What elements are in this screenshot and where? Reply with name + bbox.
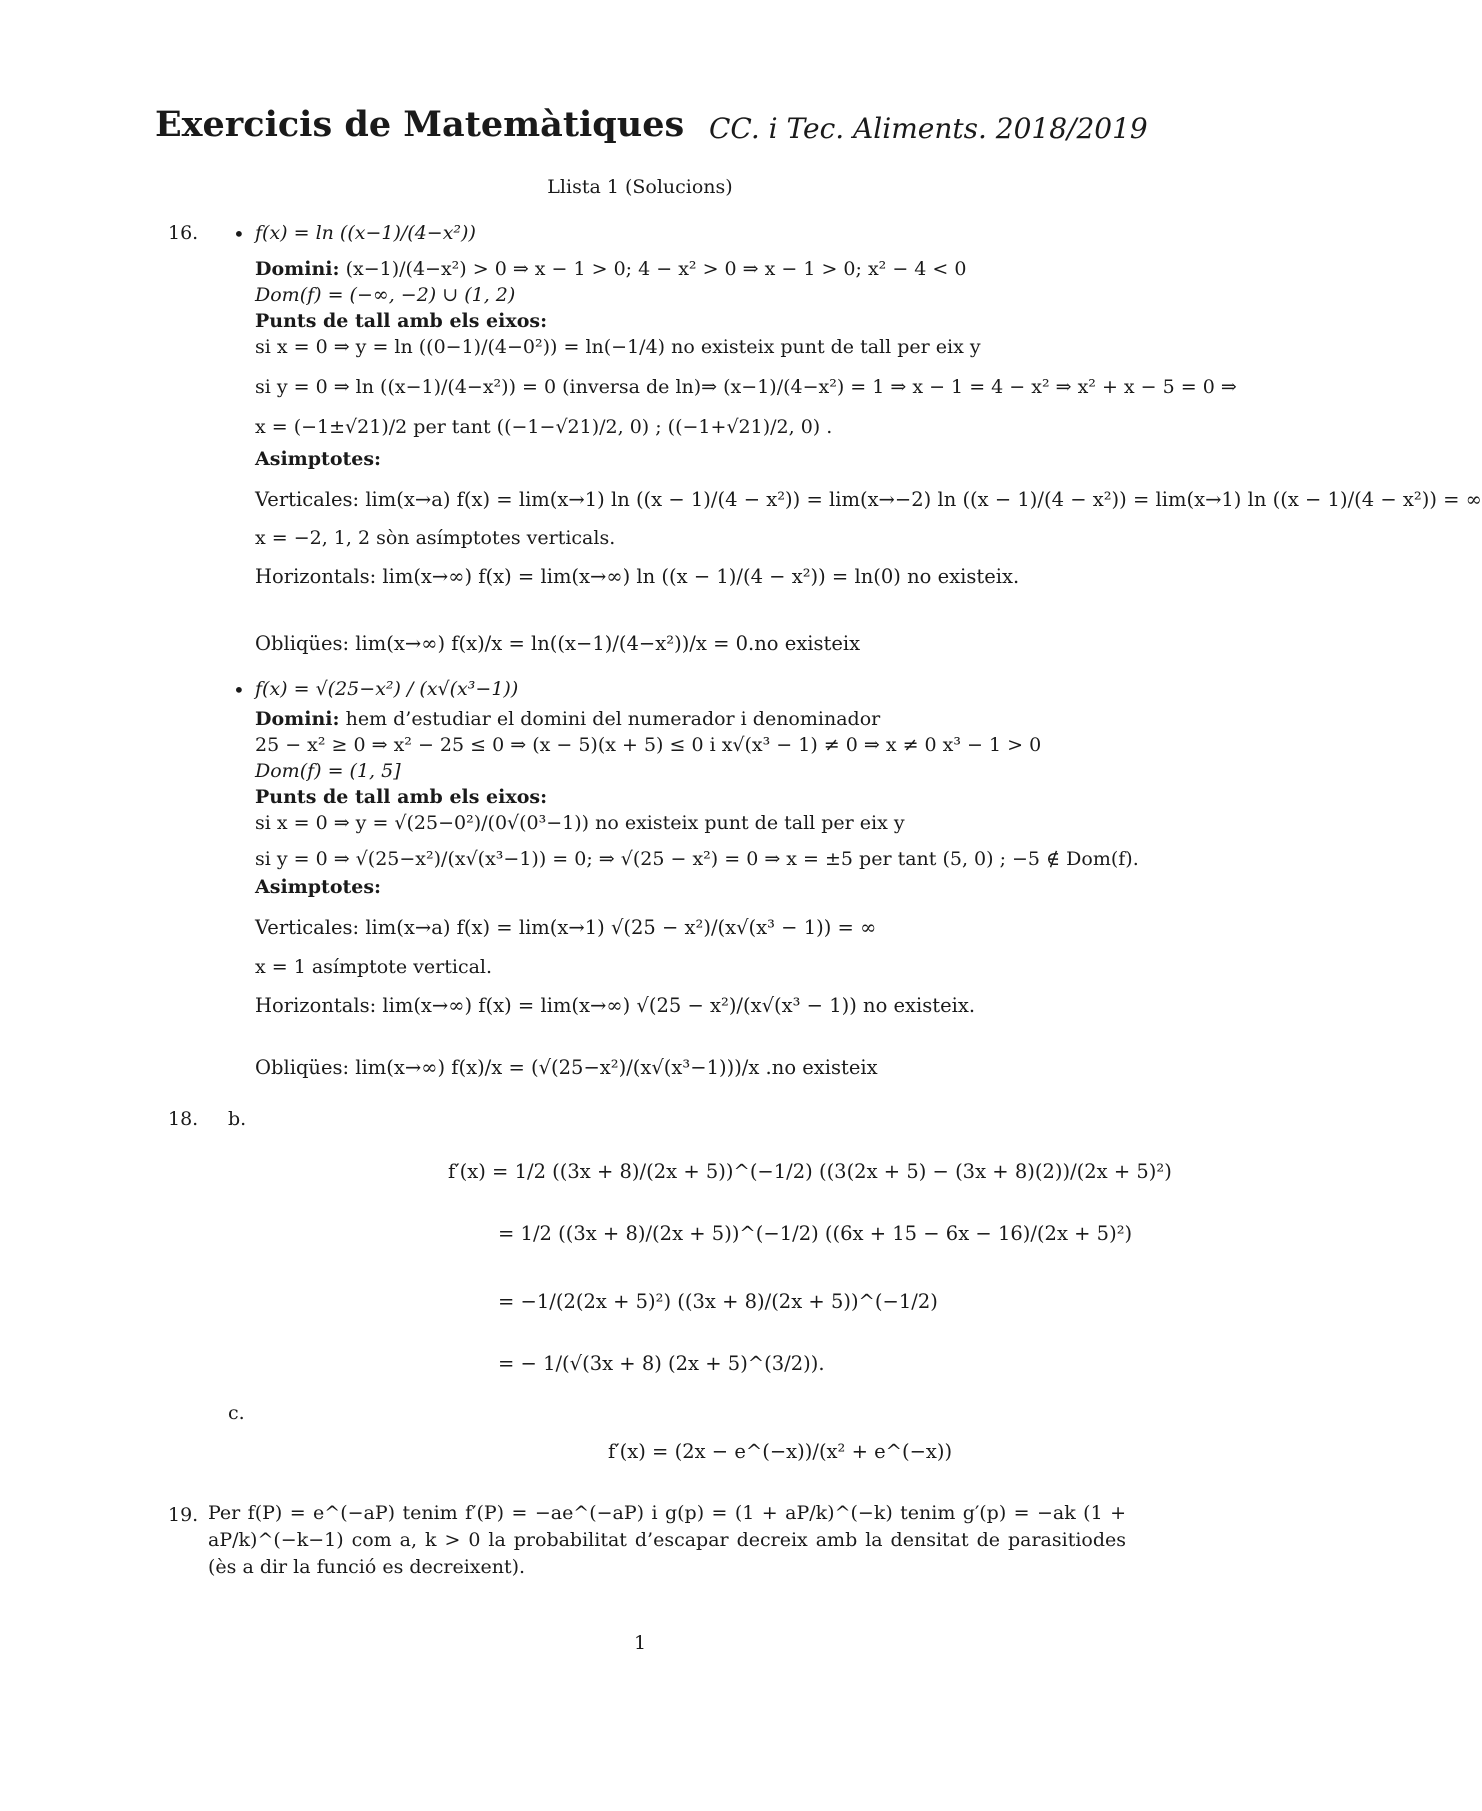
function-1: f(x) = ln ((x−1)/(4−x²)) (255, 222, 476, 244)
exercise-number-18: 18. (168, 1108, 199, 1130)
asim-2-label: Asimptotes: (255, 876, 382, 898)
part-b-label: b. (228, 1108, 247, 1130)
domini-2-line (255, 708, 880, 730)
domini-2-text: hem d’estudiar el domini del numerador i denominador (345, 708, 881, 730)
verticals-2: Verticales: lim(x→a) f(x) = lim(x→1) √(25 − x²)/(x√(x³ − 1)) = ∞ (255, 916, 877, 939)
dom-1: Dom(f) = (−∞, −2) ∪ (1, 2) (255, 284, 516, 306)
derivative-b-line-1: f′(x) = 1/2 ((3x + 8)/(2x + 5))^(−1/2) ((3(2x + 5) − (3x + 8)(2))/(2x + 5)²) (448, 1160, 1172, 1183)
function-2: f(x) = √(25−x²) / (x√(x³−1)) (255, 678, 519, 700)
tall-2-line-1: si x = 0 ⇒ y = √(25−0²)/(0√(0³−1)) no existeix punt de tall per eix y (255, 812, 905, 834)
obliques-2: Obliqües: lim(x→∞) f(x)/x = (√(25−x²)/(x√(x³−1)))/x .no existeix (255, 1056, 878, 1079)
tall-1-line-1: si x = 0 ⇒ y = ln ((0−1)/(4−0²)) = ln(−1/4) no existeix punt de tall per eix y (255, 336, 981, 358)
domini-1-text: (x−1)/(4−x²) > 0 ⇒ x − 1 > 0; 4 − x² > 0 ⇒ x − 1 > 0; x² − 4 < 0 (345, 258, 967, 280)
tall-1-label: Punts de tall amb els eixos: (255, 310, 548, 332)
derivative-c: f′(x) = (2x − e^(−x))/(x² + e^(−x)) (608, 1440, 953, 1463)
bullet-2: • (233, 678, 245, 702)
course-label: CC. i Tec. Aliments. 2018/2019 (709, 112, 1148, 145)
page-number: 1 (633, 1632, 647, 1654)
bullet-1: • (233, 222, 245, 246)
exercise-19-text: Per f(P) = e^(−aP) tenim f′(P) = −ae^(−aP) i g(p) = (1 + aP/k)^(−k) tenim g′(p) = −ak (1 + aP/k)^(−k−1) com a, k > 0 la probabilitat d’escapar decreix amb la densitat de parasitiodes (ès a dir la funció es decreixent). (208, 1502, 1126, 1578)
verticals-2-note: x = 1 asímptote vertical. (255, 956, 493, 978)
verticals-1-note: x = −2, 1, 2 sòn asímptotes verticals. (255, 527, 616, 549)
derivative-b-line-4: = − 1/(√(3x + 8) (2x + 5)^(3/2)). (498, 1352, 825, 1375)
part-c-label: c. (228, 1402, 245, 1424)
derivative-b-line-3: = −1/(2(2x + 5)²) ((3x + 8)/(2x + 5))^(−1/2) (498, 1290, 938, 1313)
exercise-number-19: 19. (168, 1504, 199, 1526)
document-title: Exercicis de Matemàtiques (155, 104, 685, 145)
list-subtitle: Llista 1 (Solucions) (547, 176, 733, 198)
dom-2: Dom(f) = (1, 5] (255, 760, 401, 782)
asim-1-label: Asimptotes: (255, 448, 382, 470)
derivative-b-line-2: = 1/2 ((3x + 8)/(2x + 5))^(−1/2) ((6x + 15 − 6x − 16)/(2x + 5)²) (498, 1222, 1133, 1245)
verticals-1: Verticales: lim(x→a) f(x) = lim(x→1) ln ((x − 1)/(4 − x²)) = lim(x→−2) ln ((x − 1)/(4 − x²)) = lim(x→1) ln ((x − 1)/(4 − x²)) = ∞ (255, 488, 1482, 511)
horizontals-2: Horizontals: lim(x→∞) f(x) = lim(x→∞) √(25 − x²)/(x√(x³ − 1)) no existeix. (255, 994, 976, 1017)
domini-2-label: Domini: (255, 708, 340, 730)
tall-1-line-3: x = (−1±√21)/2 per tant ((−1−√21)/2, 0) ; ((−1+√21)/2, 0) . (255, 416, 833, 438)
exercise-number-16: 16. (168, 222, 199, 244)
domini-1-label: Domini: (255, 258, 340, 280)
domini-1-line (255, 258, 966, 280)
obliques-1: Obliqües: lim(x→∞) f(x)/x = ln((x−1)/(4−x²))/x = 0.no existeix (255, 632, 861, 655)
tall-2-label: Punts de tall amb els eixos: (255, 786, 548, 808)
tall-2-line-2: si y = 0 ⇒ √(25−x²)/(x√(x³−1)) = 0; ⇒ √(25 − x²) = 0 ⇒ x = ±5 per tant (5, 0) ; −5 ∉ Dom(f). (255, 848, 1139, 870)
tall-1-line-2: si y = 0 ⇒ ln ((x−1)/(4−x²)) = 0 (inversa de ln)⇒ (x−1)/(4−x²) = 1 ⇒ x − 1 = 4 − x² ⇒ x² + x − 5 = 0 ⇒ (255, 376, 1237, 398)
horizontals-1: Horizontals: lim(x→∞) f(x) = lim(x→∞) ln ((x − 1)/(4 − x²)) = ln(0) no existeix. (255, 565, 1020, 588)
domini-2-math: 25 − x² ≥ 0 ⇒ x² − 25 ≤ 0 ⇒ (x − 5)(x + 5) ≤ 0 i x√(x³ − 1) ≠ 0 ⇒ x ≠ 0 x³ − 1 > 0 (255, 734, 1042, 756)
